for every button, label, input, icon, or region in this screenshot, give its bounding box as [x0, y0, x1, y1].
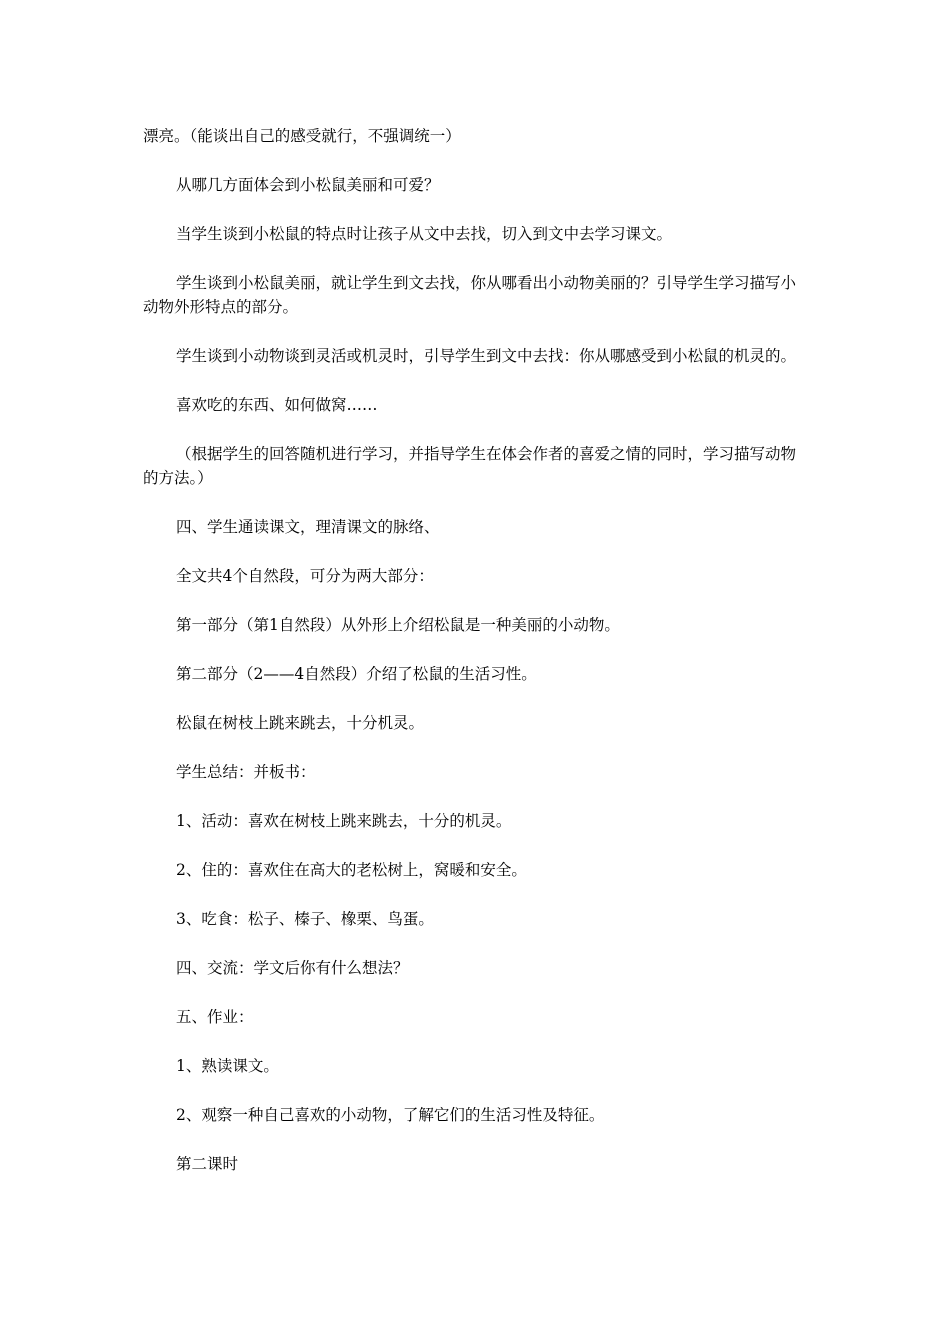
- list-item-1: 1、活动：喜欢在树枝上跳来跳去，十分的机灵。: [176, 812, 512, 830]
- paragraph-1: 漂亮。（能谈出自己的感受就行，不强调统一）: [143, 127, 461, 145]
- paragraph-3: 当学生谈到小松鼠的特点时让孩子从文中去找，切入到文中去学习课文。: [176, 225, 673, 243]
- paragraph-2: 从哪几方面体会到小松鼠美丽和可爱？: [176, 176, 440, 194]
- paragraph-4: 学生谈到小松鼠美丽，就让学生到文去找，你从哪看出小动物美丽的？引导学生学习描写小动物外形特点的部分。: [143, 274, 797, 316]
- section-heading-reading: 四、学生通读课文，理清课文的脉络、: [176, 518, 440, 536]
- section-heading-second-lesson: 第二课时: [176, 1155, 239, 1173]
- paragraph-13: 学生总结：并板书：: [176, 763, 316, 781]
- homework-item-1: 1、熟读课文。: [176, 1057, 279, 1075]
- section-heading-homework: 五、作业：: [176, 1008, 254, 1026]
- section-heading-exchange: 四、交流：学文后你有什么想法？: [176, 959, 409, 977]
- paragraph-6: 喜欢吃的东西、如何做窝……: [176, 396, 378, 414]
- paragraph-12: 松鼠在树枝上跳来跳去，十分机灵。: [176, 714, 425, 732]
- paragraph-10: 第一部分（第1自然段）从外形上介绍松鼠是一种美丽的小动物。: [176, 616, 620, 634]
- list-item-3: 3、吃食：松子、榛子、橡栗、鸟蛋。: [176, 910, 434, 928]
- homework-item-2: 2、观察一种自己喜欢的小动物，了解它们的生活习性及特征。: [176, 1106, 605, 1124]
- document-body: [143, 124, 811, 1201]
- paragraph-11: 第二部分（2——4自然段）介绍了松鼠的生活习性。: [176, 665, 537, 683]
- paragraph-7: （根据学生的回答随机进行学习，并指导学生在体会作者的喜爱之情的同时，学习描写动物的方法。）: [143, 445, 797, 487]
- list-item-2: 2、住的：喜欢住在高大的老松树上，窝暖和安全。: [176, 861, 527, 879]
- paragraph-9: 全文共4个自然段，可分为两大部分：: [176, 567, 434, 585]
- paragraph-5: 学生谈到小动物谈到灵活或机灵时，引导学生到文中去找：你从哪感受到小松鼠的机灵的。: [176, 347, 797, 365]
